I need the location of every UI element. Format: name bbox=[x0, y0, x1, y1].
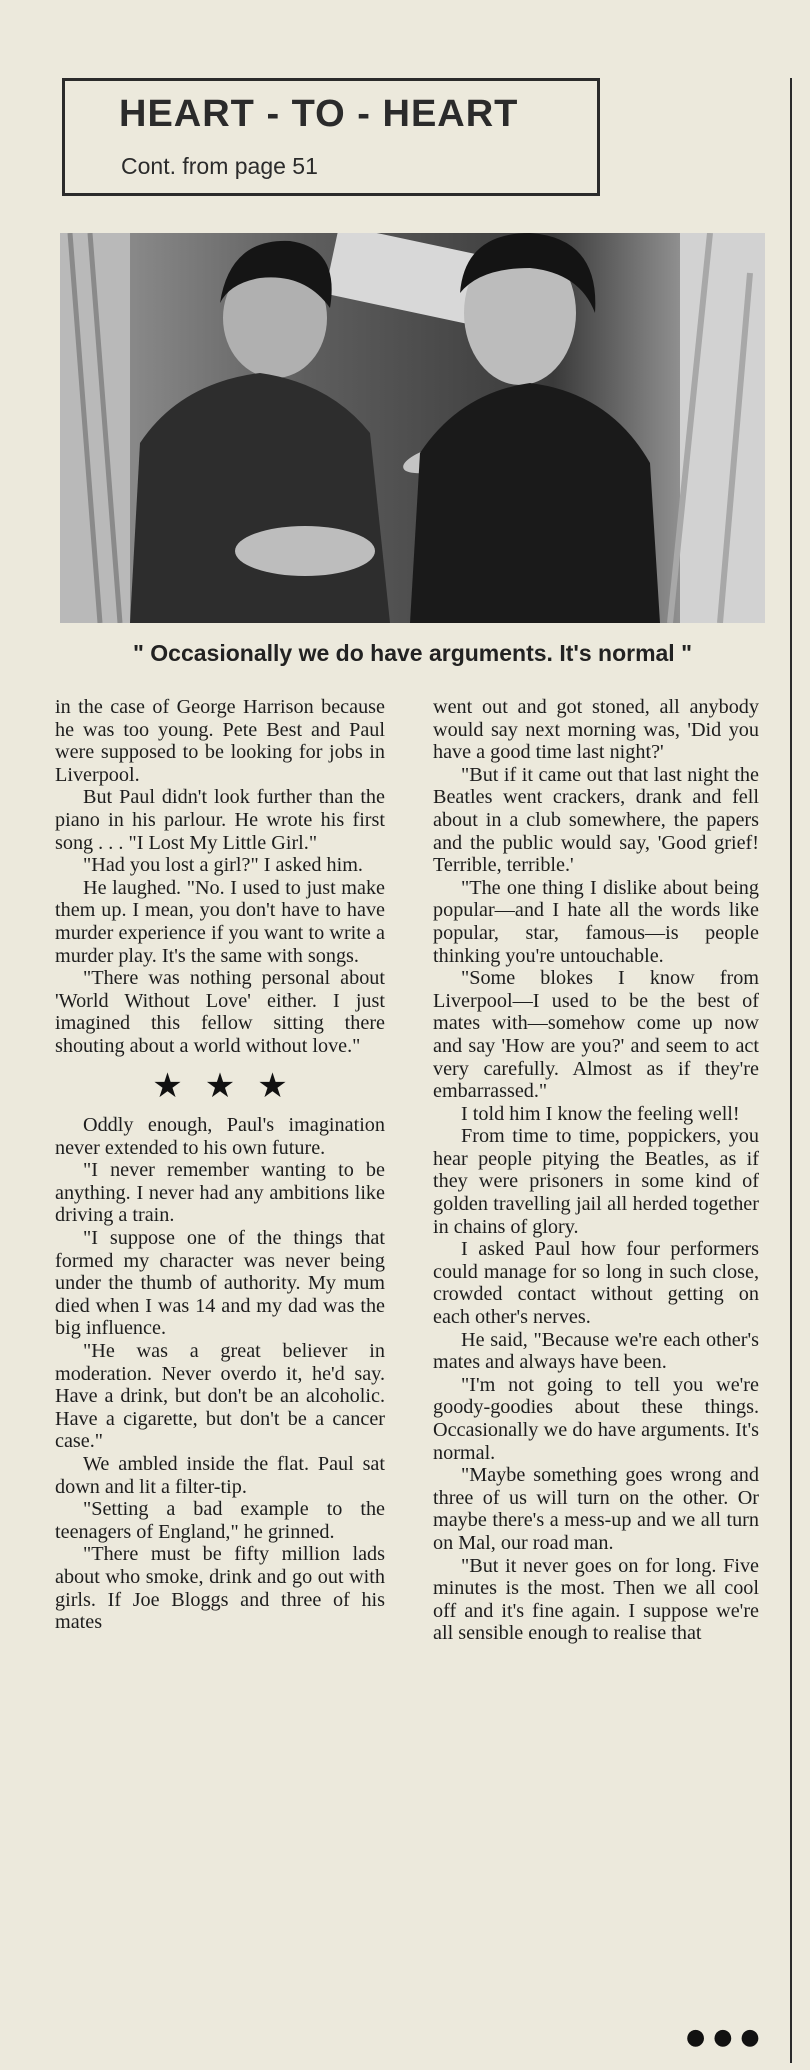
paragraph: "Some blokes I know from Liverpool—I used to be the best of mates with—somehow come up now and say 'How are you?' and seem to act very carefully. Almost as if they're embarrassed." bbox=[433, 967, 759, 1103]
right-column bbox=[433, 696, 759, 1645]
paragraph: went out and got stoned, all anybody would say next morning was, 'Did you have a good time last night?' bbox=[433, 696, 759, 764]
paragraph: "But if it came out that last night the Beatles went crackers, drank and fell about in a club somewhere, the papers and the public would say, 'Good grief! Terrible, terrible.' bbox=[433, 763, 759, 877]
paragraph: He laughed. "No. I used to just make them up. I mean, you don't have to have murder experience if you want to write a murder play. It's the same with songs. bbox=[55, 876, 385, 967]
section-header bbox=[62, 78, 600, 196]
photo-two-men-icon bbox=[60, 233, 765, 623]
paragraph: "Had you lost a girl?" I asked him. bbox=[83, 854, 363, 877]
paragraph: But Paul didn't look further than the piano in his parlour. He wrote his first song . . . "I Lost My Little Girl." bbox=[55, 786, 385, 854]
paragraph: He said, "Because we're each other's mates and always have been. bbox=[433, 1328, 759, 1374]
paragraph: in the case of George Harrison because he was too young. Pete Best and Paul were supposed to be looking for jobs in Liverpool. bbox=[55, 696, 385, 786]
photo-caption: " Occasionally we do have arguments. It's normal " bbox=[132, 640, 692, 666]
paragraph: "I suppose one of the things that formed my character was never being under the thumb of authority. My mum died when I was 14 and my dad was the big influence. bbox=[55, 1227, 385, 1340]
left-column bbox=[55, 696, 385, 1634]
column-rule bbox=[790, 78, 792, 2063]
paragraph: Oddly enough, Paul's imagination never extended to his own future. bbox=[55, 1114, 385, 1159]
section-break-stars: ★★★ bbox=[152, 1067, 310, 1105]
header-subtitle: Cont. from page 51 bbox=[121, 153, 318, 179]
paragraph: "The one thing I dislike about being popular—and I hate all the words like popular, star, famous—is people thinking you're untouchable. bbox=[433, 876, 759, 967]
paragraph: We ambled inside the flat. Paul sat down and lit a filter-tip. bbox=[55, 1453, 385, 1498]
header-title: HEART - TO - HEART bbox=[119, 93, 519, 135]
article-photo bbox=[60, 233, 765, 623]
paragraph: "Setting a bad example to the teenagers of England," he grinned. bbox=[55, 1498, 385, 1543]
paragraph: "There must be fifty million lads about who smoke, drink and go out with girls. If Joe Bloggs and three of his mates bbox=[55, 1543, 385, 1634]
paragraph: "I'm not going to tell you we're goody-goodies about these things. Occasionally we do have arguments. It's normal. bbox=[433, 1373, 759, 1464]
paragraph: I told him I know the feeling well! bbox=[461, 1102, 740, 1125]
paragraph: "He was a great believer in moderation. Never overdo it, he'd say. Have a drink, but don't be an alcoholic. Have a cigarette, but don't be a cancer case." bbox=[55, 1340, 385, 1453]
paragraph: "There was nothing personal about 'World Without Love' either. I just imagined this fellow sitting there shouting about a world without love." bbox=[55, 967, 385, 1057]
paragraph: From time to time, poppickers, you hear people pitying the Beatles, as if they were prisoners in some kind of golden travelling jail all herded together in chains of glory. bbox=[433, 1125, 759, 1238]
paragraph: I asked Paul how four performers could manage for so long in such close, crowded contact without getting on each other's nerves. bbox=[433, 1238, 759, 1329]
paragraph: "But it never goes on for long. Five minutes is the most. Then we all cool off and it's fine again. I suppose we're all sensible enough to realise that bbox=[433, 1554, 759, 1645]
paragraph: "Maybe something goes wrong and three of us will turn on the other. Or maybe there's a mess-up and we all turn on Mal, our road man. bbox=[433, 1464, 759, 1554]
paragraph: "I never remember wanting to be anything. I never had any ambitions like driving a train. bbox=[55, 1159, 385, 1227]
continuation-dots: ●●● bbox=[686, 2025, 768, 2050]
